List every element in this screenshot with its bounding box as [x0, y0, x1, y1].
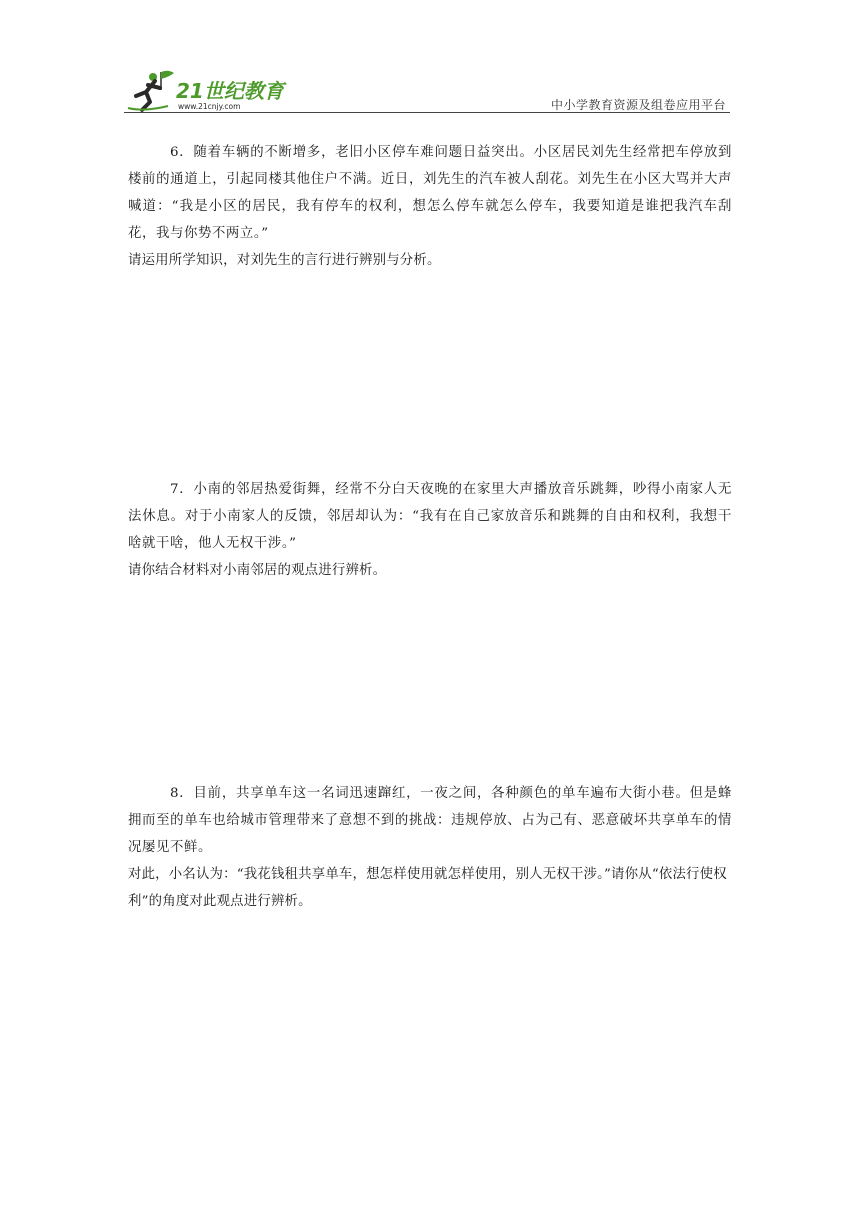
- question-7: [128, 476, 732, 584]
- question-prompt: 请运用所学知识，对刘先生的言行进行辨别与分析。: [128, 253, 441, 268]
- question-prompt: 请你结合材料对小南邻居的观点进行辨析。: [128, 563, 387, 578]
- question-text: 目前，共享单车这一名词迅速蹿红，一夜之间，各种颜色的单车遍布大街小巷。但是蜂拥而至的单车也给城市管理带来了意想不到的挑战：违规停放、占为己有、恶意破坏共享单车的情况屡见不鲜。: [128, 786, 732, 855]
- question-number: 6．: [170, 145, 194, 160]
- platform-name: 中小学教育资源及组卷应用平台: [550, 98, 726, 112]
- question-number: 7．: [170, 482, 194, 497]
- page-header: [124, 68, 730, 114]
- question-6: [128, 139, 732, 274]
- question-8: [128, 780, 732, 915]
- question-prompt: 对此，小名认为：“我花钱租共享单车，想怎样使用就怎样使用，别人无权干涉。”请你从“依法行使权利”的角度对此观点进行辨析。: [128, 867, 727, 909]
- question-text: 小南的邻居热爱街舞，经常不分白天夜晚的在家里大声播放音乐跳舞，吵得小南家人无法休息。对于小南家人的反馈，邻居却认为：“我有在自己家放音乐和跳舞的自由和权利，我想干啥就干啥，他人无权干涉。”: [128, 482, 732, 551]
- question-text: 随着车辆的不断增多，老旧小区停车难问题日益突出。小区居民刘先生经常把车停放到楼前的通道上，引起同楼其他住户不满。近日，刘先生的汽车被人刮花。刘先生在小区大骂并大声喊道：“我是小区的居民，我有停车的权利，想怎么停车就怎么停车，我要知道是谁把我汽车刮花，我与你势不两立。”: [128, 145, 732, 241]
- runner-flag-logo-icon: [128, 71, 174, 110]
- brand-text: 21世纪教育: [176, 79, 284, 103]
- question-paragraph: [128, 780, 732, 861]
- brand-url: www.21cnjy.com: [178, 102, 241, 111]
- brand-logo: [124, 68, 294, 114]
- question-paragraph: [128, 476, 732, 557]
- question-number: 8．: [170, 786, 194, 801]
- question-paragraph: [128, 139, 732, 247]
- header-divider: [124, 112, 730, 113]
